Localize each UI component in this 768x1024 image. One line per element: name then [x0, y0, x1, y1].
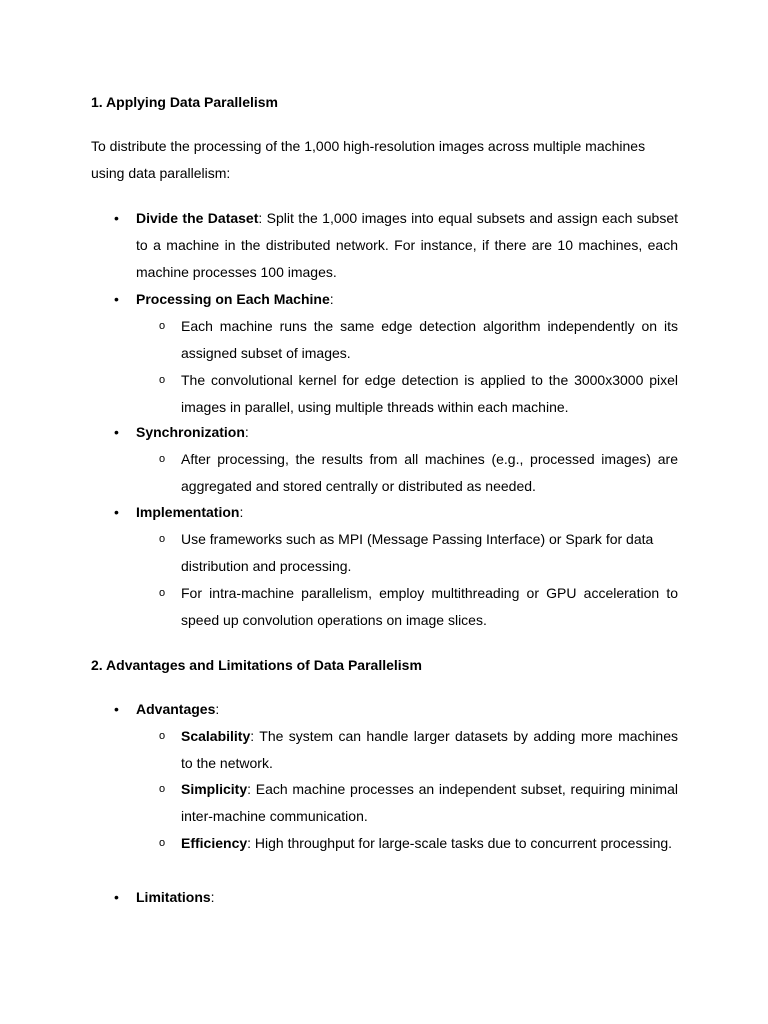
item-title: Synchronization [136, 424, 245, 440]
sub-bullet-item-efficiency [159, 830, 678, 857]
item-title: Processing on Each Machine [136, 291, 330, 307]
item-text: : [215, 701, 220, 717]
circle-bullet-icon: o [159, 533, 166, 545]
item-title: Implementation [136, 504, 240, 520]
bullet-icon: • [114, 424, 119, 440]
circle-bullet-icon: o [159, 320, 166, 332]
section-2-heading: 2. Advantages and Limitations of Data Parallelism [91, 657, 422, 673]
sub-item-text: : High throughput for large-scale tasks due to concurrent processing. [247, 835, 673, 851]
bullet-item-divide-dataset [114, 205, 679, 286]
sub-bullet-item-simplicity [159, 776, 678, 830]
item-text: : [244, 424, 249, 440]
item-text: : Split the 1,000 images into equal subsets and assign each subset to a machine in the distributed network. For instance, if there are 10 machines, each machine processes 100 images. [136, 210, 679, 280]
item-text: : [329, 291, 334, 307]
sub-item-title: Efficiency [181, 835, 248, 851]
bullet-icon: • [114, 291, 119, 307]
circle-bullet-icon: o [159, 837, 166, 849]
sub-bullet-item [159, 526, 678, 580]
bullet-item-processing [114, 286, 678, 313]
sub-item-text: For intra-machine parallelism, employ multithreading or GPU acceleration to speed up convolution operations on image slices. [181, 585, 678, 628]
section-1-heading: 1. Applying Data Parallelism [91, 94, 278, 110]
item-text: : [210, 889, 215, 905]
circle-bullet-icon: o [159, 374, 166, 386]
bullet-icon: • [114, 504, 119, 520]
section-1-intro: To distribute the processing of the 1,000 high-resolution images across multiple machines using data parallelism: [91, 138, 646, 181]
sub-item-text: Use frameworks such as MPI (Message Passing Interface) or Spark for data distribution and processing. [181, 531, 654, 574]
sub-item-text: : Each machine processes an independent subset, requiring minimal inter-machine communication. [181, 781, 678, 824]
bullet-icon: • [114, 210, 119, 226]
item-title: Divide the Dataset [136, 210, 259, 226]
bullet-icon: • [114, 701, 119, 717]
sub-bullet-item [159, 580, 678, 634]
sub-item-title: Scalability [181, 728, 251, 744]
sub-item-title: Simplicity [181, 781, 248, 797]
sub-item-text: : The system can handle larger datasets by adding more machines to the network. [181, 728, 678, 771]
circle-bullet-icon: o [159, 783, 166, 795]
bullet-item-implementation [114, 499, 678, 526]
bullet-item-synchronization [114, 419, 678, 446]
bullet-item-advantages [114, 696, 678, 723]
item-title: Advantages [136, 701, 216, 717]
item-title: Limitations [136, 889, 211, 905]
bullet-item-limitations [114, 884, 678, 911]
circle-bullet-icon: o [159, 587, 166, 599]
sub-bullet-item [159, 367, 678, 421]
sub-item-text: After processing, the results from all machines (e.g., processed images) are aggregated and stored centrally or distributed as needed. [181, 451, 678, 494]
sub-bullet-item [159, 313, 678, 367]
sub-item-text: The convolutional kernel for edge detection is applied to the 3000x3000 pixel images in parallel, using multiple threads within each machine. [181, 372, 678, 415]
bullet-icon: • [114, 889, 119, 905]
item-text: : [239, 504, 244, 520]
circle-bullet-icon: o [159, 453, 166, 465]
sub-bullet-item-scalability [159, 723, 678, 777]
sub-item-text: Each machine runs the same edge detection algorithm independently on its assigned subset of images. [181, 318, 678, 361]
sub-bullet-item [159, 446, 678, 500]
circle-bullet-icon: o [159, 730, 166, 742]
